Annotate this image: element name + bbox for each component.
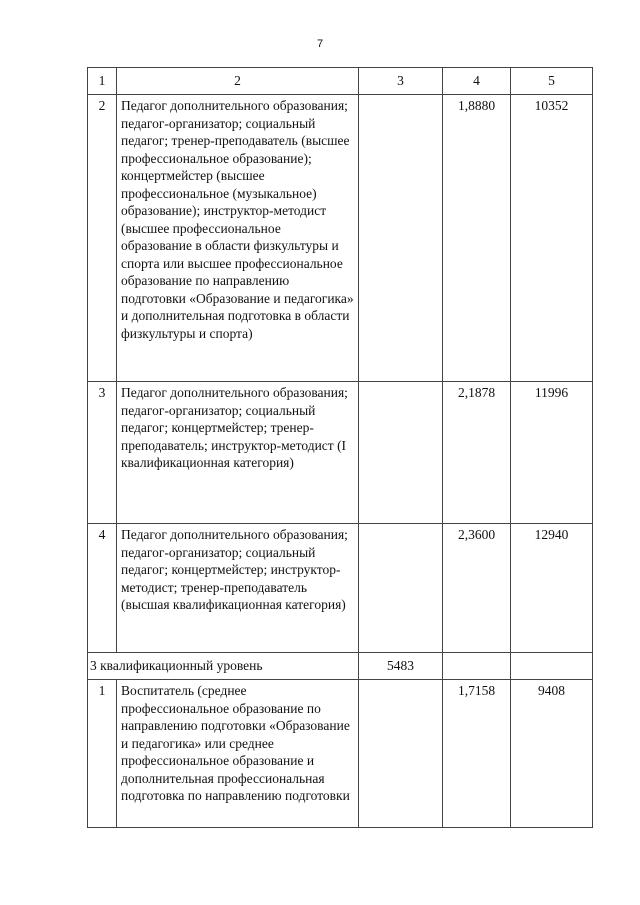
table-row [88, 680, 593, 828]
coefficient: 1,8880 [443, 95, 511, 382]
row-number: 2 [88, 95, 117, 382]
empty-cell [443, 653, 511, 680]
header-col-4: 4 [443, 68, 511, 95]
qualification-level-label: 3 квалификационный уровень [88, 653, 359, 680]
page-number: 7 [316, 38, 324, 50]
salary-amount: 10352 [511, 95, 593, 382]
table-row [88, 524, 593, 653]
coefficient: 1,7158 [443, 680, 511, 828]
coefficient: 2,3600 [443, 524, 511, 653]
position-title: Педагог дополнительного образования; педагог-организатор; социальный педагог; концертмейстер; тренер-преподаватель; инструктор-методист (I квалификационная категория) [117, 382, 359, 524]
base-salary [359, 680, 443, 828]
salary-amount: 9408 [511, 680, 593, 828]
coefficient: 2,1878 [443, 382, 511, 524]
base-salary [359, 382, 443, 524]
salary-amount: 12940 [511, 524, 593, 653]
salary-amount: 11996 [511, 382, 593, 524]
row-number: 3 [88, 382, 117, 524]
qualification-level-row [88, 653, 593, 680]
table-row [88, 382, 593, 524]
base-salary [359, 524, 443, 653]
table-row [88, 95, 593, 382]
empty-cell [511, 653, 593, 680]
base-salary [359, 95, 443, 382]
position-title: Педагог дополнительного образования; педагог-организатор; социальный педагог; тренер-преподаватель (высшее профессиональное образование); концертмейстер (высшее профессиональное (музыкальное) образование); инструктор-методист (высшее профессиональное образование в области физкультуры и спорта или высшее профессиональное образование по направлению подготовки «Образование и педагогика» и дополнительная подготовка в области физкультуры и спорта) [117, 95, 359, 382]
row-number: 4 [88, 524, 117, 653]
salary-table [87, 67, 593, 828]
qualification-level-salary: 5483 [359, 653, 443, 680]
header-col-5: 5 [511, 68, 593, 95]
position-title: Воспитатель (среднее профессиональное образование по направлению подготовки «Образование и педагогика» или среднее профессиональное образование и дополнительная профессиональная подготовка по направлению подготовки [117, 680, 359, 828]
header-col-2: 2 [117, 68, 359, 95]
header-col-1: 1 [88, 68, 117, 95]
row-number: 1 [88, 680, 117, 828]
header-col-3: 3 [359, 68, 443, 95]
position-title: Педагог дополнительного образования; педагог-организатор; социальный педагог; концертмейстер; инструктор-методист; тренер-преподаватель (высшая квалификационная категория) [117, 524, 359, 653]
table-header-row [88, 68, 593, 95]
